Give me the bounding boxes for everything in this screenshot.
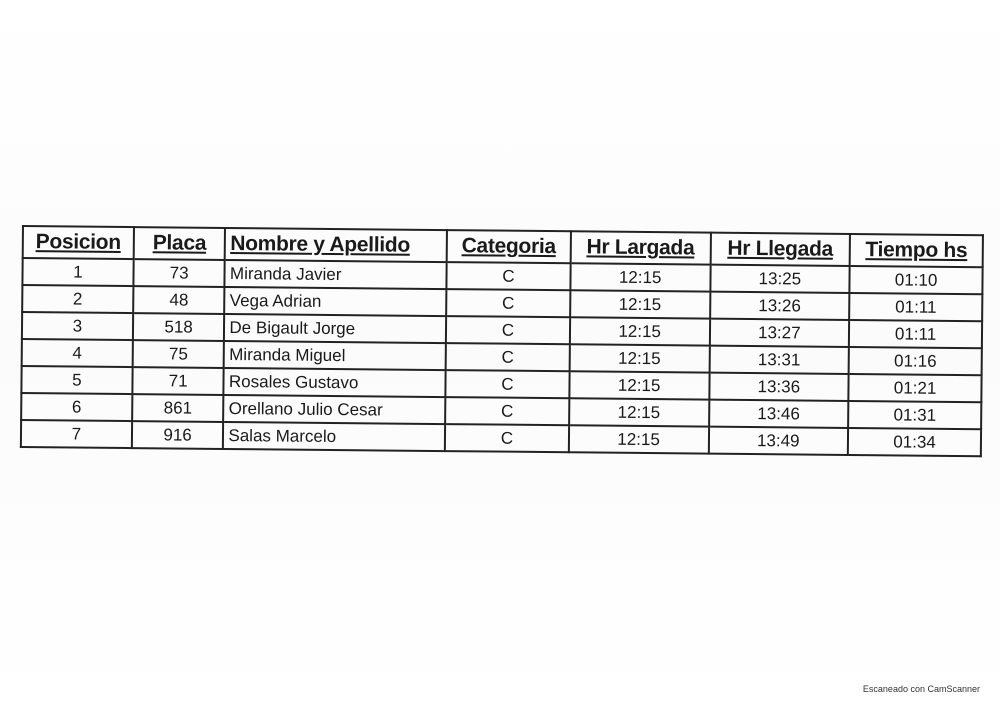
cell-placa: 916 bbox=[132, 421, 224, 449]
cell-placa: 73 bbox=[133, 259, 225, 287]
header-nombre: Nombre y Apellido bbox=[225, 228, 447, 262]
cell-categoria: C bbox=[445, 370, 569, 398]
cell-tiempo: 01:21 bbox=[849, 374, 982, 402]
cell-posicion: 7 bbox=[21, 420, 132, 448]
cell-nombre: Miranda Javier bbox=[225, 260, 447, 289]
cell-nombre: Salas Marcelo bbox=[223, 422, 445, 451]
cell-hr-largada: 12:15 bbox=[570, 263, 710, 291]
cell-posicion: 3 bbox=[22, 312, 133, 340]
cell-hr-largada: 12:15 bbox=[569, 344, 709, 372]
header-posicion: Posicion bbox=[23, 226, 134, 259]
cell-nombre: Rosales Gustavo bbox=[224, 368, 446, 397]
cell-categoria: C bbox=[446, 262, 570, 290]
header-hr-llegada: Hr Llegada bbox=[710, 233, 850, 266]
cell-hr-llegada: 13:26 bbox=[710, 292, 850, 320]
cell-hr-largada: 12:15 bbox=[569, 398, 709, 426]
cell-hr-largada: 12:15 bbox=[570, 317, 710, 345]
cell-tiempo: 01:10 bbox=[850, 266, 983, 294]
header-categoria: Categoria bbox=[447, 230, 571, 263]
cell-posicion: 4 bbox=[22, 339, 133, 367]
cell-placa: 518 bbox=[133, 313, 225, 341]
cell-hr-llegada: 13:27 bbox=[709, 319, 849, 347]
cell-hr-largada: 12:15 bbox=[569, 425, 709, 453]
cell-hr-llegada: 13:46 bbox=[709, 400, 849, 428]
cell-hr-llegada: 13:36 bbox=[709, 373, 849, 401]
cell-categoria: C bbox=[446, 316, 570, 344]
header-placa: Placa bbox=[133, 227, 225, 260]
cell-tiempo: 01:11 bbox=[849, 293, 982, 321]
cell-tiempo: 01:31 bbox=[848, 401, 981, 429]
cell-tiempo: 01:16 bbox=[849, 347, 982, 375]
cell-placa: 71 bbox=[132, 367, 224, 395]
cell-placa: 861 bbox=[132, 394, 224, 422]
cell-posicion: 2 bbox=[22, 285, 133, 313]
cell-posicion: 1 bbox=[22, 258, 133, 286]
header-tiempo: Tiempo hs bbox=[850, 234, 983, 267]
cell-tiempo: 01:34 bbox=[848, 428, 981, 456]
cell-hr-largada: 12:15 bbox=[570, 290, 710, 318]
cell-placa: 75 bbox=[132, 340, 224, 368]
cell-posicion: 6 bbox=[21, 393, 132, 421]
race-results-table bbox=[20, 225, 984, 457]
cell-categoria: C bbox=[445, 424, 569, 452]
scanner-watermark: Escaneado con CamScanner bbox=[862, 684, 980, 694]
header-hr-largada: Hr Largada bbox=[570, 231, 710, 264]
cell-categoria: C bbox=[446, 289, 570, 317]
cell-categoria: C bbox=[446, 343, 570, 371]
cell-hr-llegada: 13:31 bbox=[709, 346, 849, 374]
cell-nombre: Miranda Miguel bbox=[224, 341, 446, 370]
cell-placa: 48 bbox=[133, 286, 225, 314]
cell-posicion: 5 bbox=[21, 366, 132, 394]
cell-hr-largada: 12:15 bbox=[569, 371, 709, 399]
cell-nombre: Vega Adrian bbox=[225, 287, 447, 316]
cell-categoria: C bbox=[445, 397, 569, 425]
cell-tiempo: 01:11 bbox=[849, 320, 982, 348]
cell-nombre: De Bigault Jorge bbox=[224, 314, 446, 343]
cell-hr-llegada: 13:25 bbox=[710, 265, 850, 293]
cell-hr-llegada: 13:49 bbox=[708, 427, 848, 455]
cell-nombre: Orellano Julio Cesar bbox=[224, 395, 446, 424]
